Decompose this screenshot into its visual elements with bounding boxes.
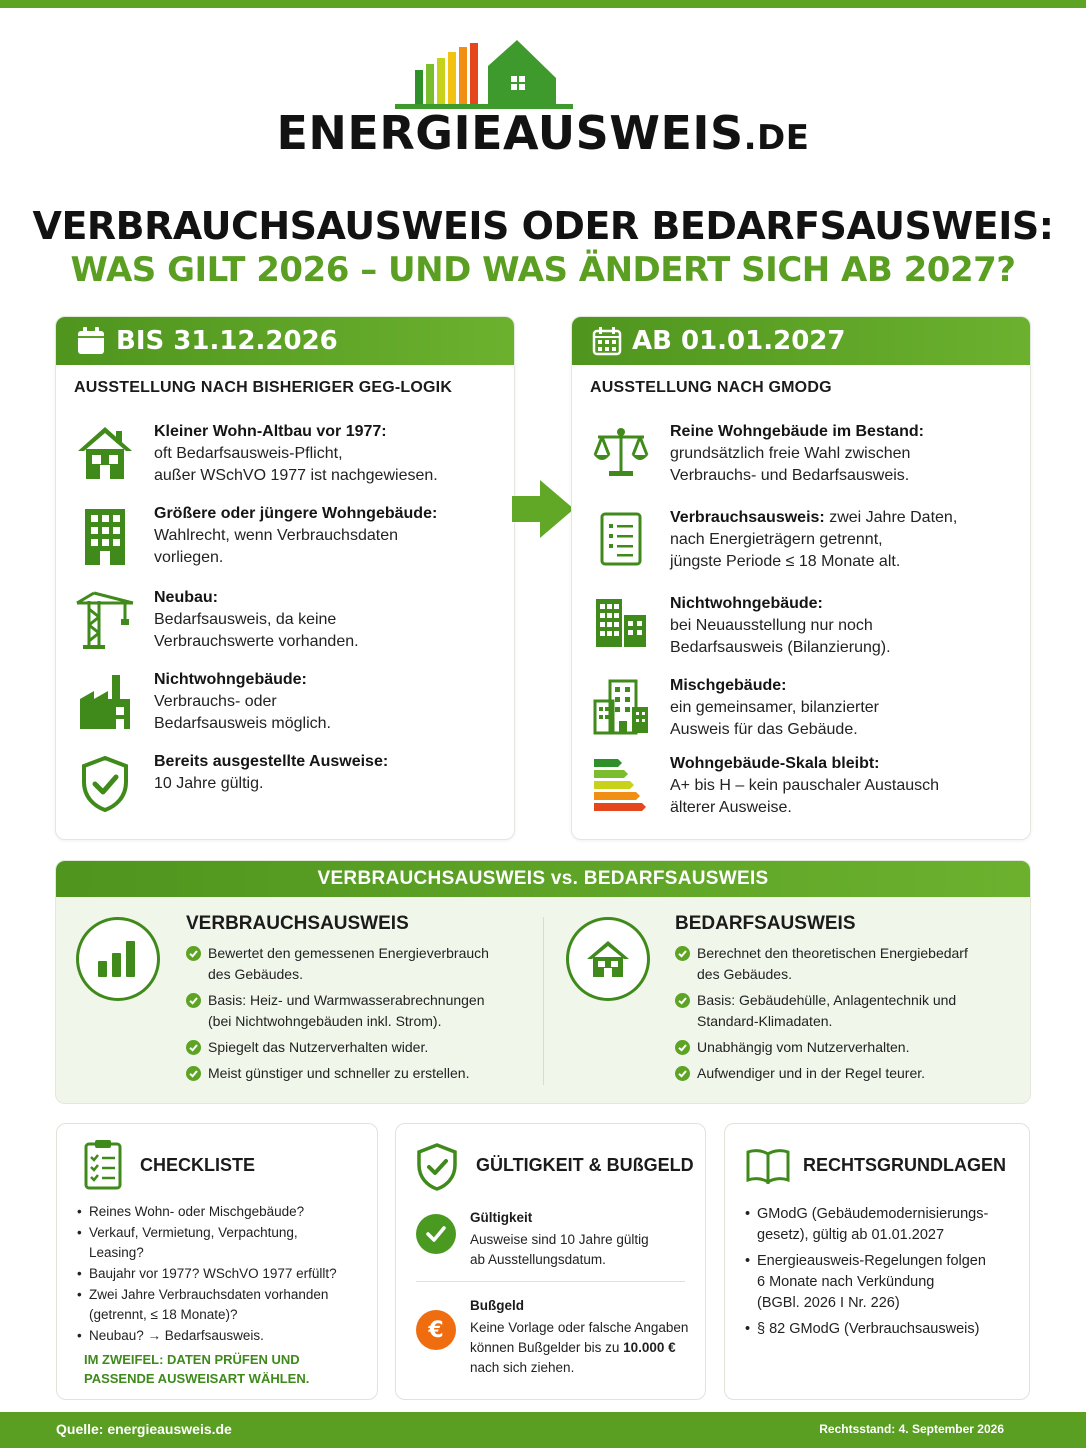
- list-item: • Baujahr vor 1977? WSchVO 1977 erfüllt?: [77, 1264, 367, 1284]
- calendar-icon: [76, 326, 106, 356]
- crane-icon: [75, 591, 135, 651]
- office-buildings-icon: [592, 597, 650, 649]
- list-item: • Verkauf, Vermietung, Verpachtung, Leasing?: [77, 1223, 367, 1263]
- footer-source: Quelle: energieausweis.de: [56, 1421, 232, 1437]
- factory-icon: [76, 673, 134, 731]
- list-item: Größere oder jüngere Wohngebäude: Wahlrecht, wenn Verbrauchsdaten vorliegen.: [72, 503, 504, 569]
- validity-title: GÜLTIGKEIT & BUßGELD: [476, 1155, 694, 1175]
- list-item: Berechnet den theoretischen Energiebedarf des Gebäudes.: [675, 943, 968, 985]
- list-item: Verbrauchsausweis: zwei Jahre Daten, nach Energieträgern getrennt, jüngste Periode ≤ 18 Monate alt.: [588, 507, 1020, 573]
- check-circle-icon: [186, 1066, 201, 1081]
- mixed-buildings-icon: [592, 679, 650, 735]
- calendar-grid-icon: [592, 326, 622, 356]
- page-subtitle: WAS GILT 2026 – UND WAS ÄNDERT SICH AB 2027?: [70, 250, 1016, 290]
- list-item: Meist günstiger und schneller zu erstellen.: [186, 1063, 489, 1084]
- list-item: Nichtwohngebäude: Verbrauchs- oder Bedarfsausweis möglich.: [72, 669, 504, 735]
- panel-head-label: AB 01.01.2027: [632, 326, 846, 356]
- house-circle: [566, 917, 650, 1001]
- footer: [0, 1412, 1086, 1448]
- check-circle-icon: [416, 1214, 456, 1254]
- comparison-header: VERBRAUCHSAUSWEIS vs. BEDARFSAUSWEIS: [56, 861, 1030, 897]
- fine-item: € Bußgeld Keine Vorlage oder falsche Angaben können Bußgelder bis zu 10.000 € nach sich ziehen.: [416, 1296, 688, 1378]
- verbrauch-title: VERBRAUCHSAUSWEIS: [186, 913, 409, 934]
- energy-scale-icon: [592, 757, 650, 817]
- logo: [0, 36, 1086, 160]
- divider: [416, 1281, 685, 1282]
- check-circle-icon: [186, 1040, 201, 1055]
- footer-date: Rechtsstand: 4. September 2026: [819, 1422, 1004, 1436]
- panel-from-2027: [571, 316, 1031, 840]
- list-item: Mischgebäude: ein gemeinsamer, bilanzierter Ausweis für das Gebäude.: [588, 675, 1020, 741]
- panel-header-until-2026: [56, 317, 514, 365]
- list-item: Bereits ausgestellte Ausweise: 10 Jahre gültig.: [72, 751, 504, 813]
- validity-item: Gültigkeit Ausweise sind 10 Jahre gültig ab Ausstellungsdatum.: [416, 1208, 649, 1270]
- list-item: • GModG (Gebäudemodernisierungs- gesetz), gültig ab 01.01.2027: [745, 1204, 1021, 1246]
- check-circle-icon: [675, 1040, 690, 1055]
- check-circle-icon: [675, 993, 690, 1008]
- euro-icon: €: [416, 1310, 456, 1350]
- checklist-note: IM ZWEIFEL: DATEN PRÜFEN UND PASSENDE AUSWEISART WÄHLEN.: [84, 1352, 310, 1386]
- checklist-card: [56, 1123, 378, 1400]
- check-circle-icon: [675, 1066, 690, 1081]
- legal-card: [724, 1123, 1030, 1400]
- house-icon: [585, 939, 631, 979]
- bar-chart-icon: [96, 939, 140, 979]
- page-title: VERBRAUCHSAUSWEIS ODER BEDARFSAUSWEIS:: [32, 204, 1054, 248]
- list-item: • Neubau? → Bedarfsausweis.: [77, 1326, 367, 1346]
- divider: [543, 917, 544, 1085]
- list-item: Neubau: Bedarfsausweis, da keine Verbrauchswerte vorhanden.: [72, 587, 504, 653]
- validity-fine-card: [395, 1123, 706, 1400]
- document-list-icon: [599, 511, 643, 567]
- check-circle-icon: [675, 946, 690, 961]
- panel-subheading: AUSSTELLUNG NACH GMODG: [590, 379, 832, 396]
- verbrauch-column: [186, 913, 489, 1089]
- open-book-icon: [745, 1148, 791, 1184]
- panel-subheading: AUSSTELLUNG NACH BISHERIGER GEG-LOGIK: [74, 379, 453, 396]
- top-accent-bar: [0, 0, 1086, 8]
- shield-check-icon: [80, 755, 130, 813]
- bedarf-title: BEDARFSAUSWEIS: [675, 913, 856, 934]
- list-item: Reine Wohngebäude im Bestand: grundsätzlich freie Wahl zwischen Verbrauchs- und Bedarfsausweis.: [588, 421, 1020, 487]
- checklist-title: CHECKLISTE: [140, 1155, 256, 1175]
- list-item: Unabhängig vom Nutzerverhalten.: [675, 1037, 968, 1058]
- house-icon: [76, 425, 134, 481]
- legal-title: RECHTSGRUNDLAGEN: [803, 1155, 1007, 1175]
- list-item: Spiegelt das Nutzerverhalten wider.: [186, 1037, 489, 1058]
- list-item: • Energieausweis-Regelungen folgen 6 Monate nach Verkündung (BGBl. 2026 I Nr. 226): [745, 1251, 1021, 1314]
- clipboard-checklist-icon: [83, 1138, 123, 1190]
- panel-until-2026: [55, 316, 515, 840]
- shield-check-icon: [416, 1142, 458, 1192]
- apartment-building-icon: [81, 507, 129, 567]
- list-item: Basis: Gebäudehülle, Anlagentechnik und Standard-Klimadaten.: [675, 990, 968, 1032]
- list-item: Kleiner Wohn-Altbau vor 1977: oft Bedarfsausweis-Pflicht, außer WSchVO 1977 ist nachgewiesen.: [72, 421, 504, 487]
- panel-header-from-2027: [572, 317, 1030, 365]
- list-item: • § 82 GModG (Verbrauchsausweis): [745, 1319, 1021, 1340]
- chart-circle: [76, 917, 160, 1001]
- list-item: Bewertet den gemessenen Energieverbrauch des Gebäudes.: [186, 943, 489, 985]
- check-circle-icon: [186, 993, 201, 1008]
- list-item: Aufwendiger und in der Regel teurer.: [675, 1063, 968, 1084]
- list-item: Nichtwohngebäude: bei Neuausstellung nur noch Bedarfsausweis (Bilanzierung).: [588, 593, 1020, 659]
- panel-head-label: BIS 31.12.2026: [116, 326, 338, 356]
- scales-icon: [592, 425, 650, 479]
- energy-house-logo-icon: [393, 38, 693, 110]
- list-item: • Reines Wohn- oder Mischgebäude?: [77, 1202, 367, 1222]
- list-item: Basis: Heiz- und Warmwasserabrechnungen (bei Nichtwohngebäuden inkl. Strom).: [186, 990, 489, 1032]
- arrow-right-icon: [510, 478, 576, 540]
- bedarf-column: [675, 913, 968, 1089]
- comparison-section: [55, 860, 1031, 1104]
- logo-wordmark: ENERGIEAUSWEIS.DE: [276, 106, 810, 160]
- list-item: • Zwei Jahre Verbrauchsdaten vorhanden (getrennt, ≤ 18 Monate)?: [77, 1285, 367, 1325]
- check-circle-icon: [186, 946, 201, 961]
- list-item: Wohngebäude-Skala bleibt: A+ bis H – kein pauschaler Austausch älterer Ausweise.: [588, 753, 1020, 819]
